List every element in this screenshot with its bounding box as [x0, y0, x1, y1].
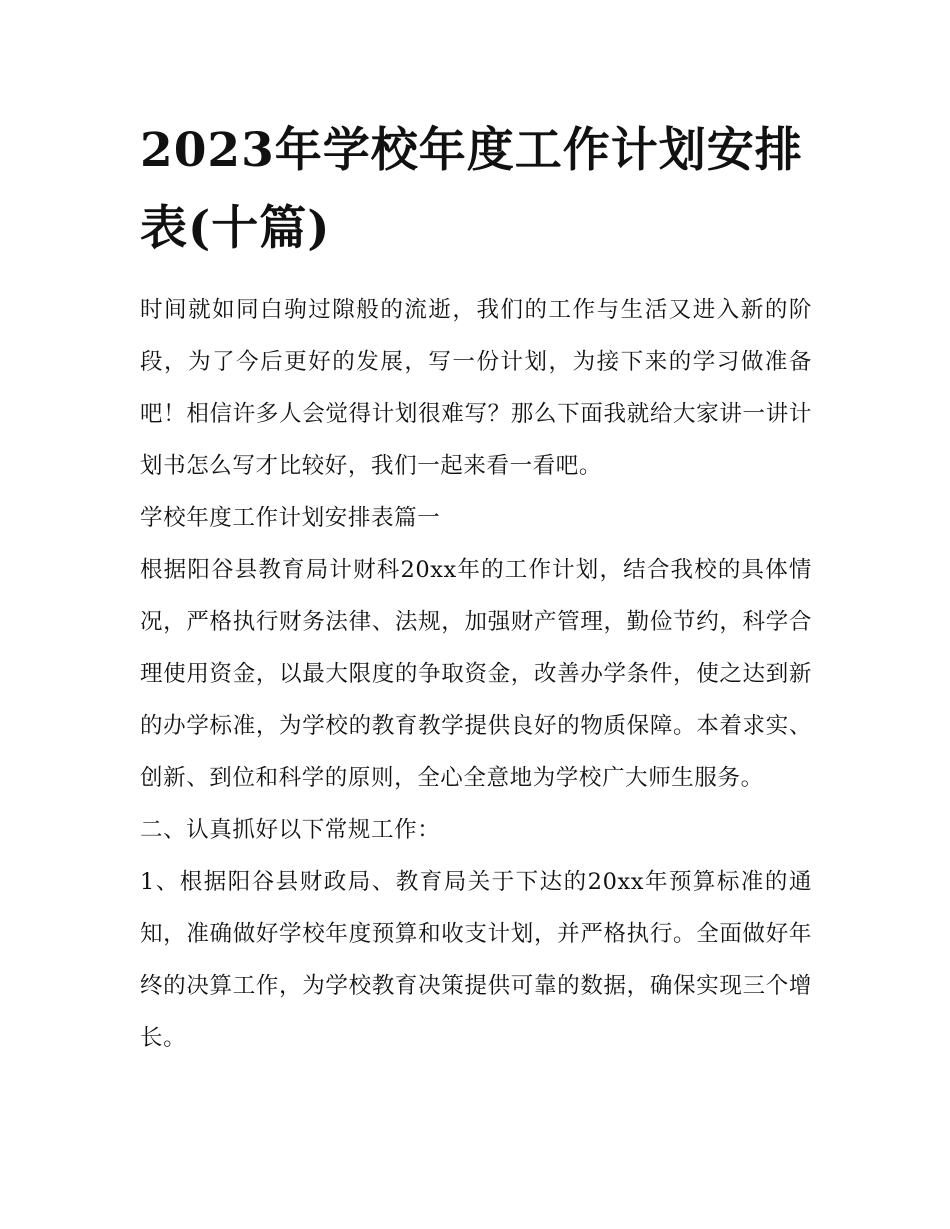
subsection-heading: 二、认真抓好以下常规工作： — [140, 817, 441, 843]
document-page — [140, 112, 812, 1064]
body-paragraph: 根据阳谷县教育局计财科20xx年的工作计划，结合我校的具体情况，严格执行财务法律、法规，加强财产管理，勤俭节约，科学合理使用资金，以最大限度的争取资金，改善办学条件，使之达到新的办学标准，为学校的教育教学提供良好的物质保障。本着求实、创新、到位和科学的原则，全心全意地为学校广大师生服务。 — [140, 557, 812, 791]
list-item-paragraph: 1、根据阳谷县财政局、教育局关于下达的20xx年预算标准的通知，准确做好学校年度预算和收支计划，并严格执行。全面做好年终的决算工作，为学校教育决策提供可靠的数据，确保实现三个增长。 — [140, 869, 812, 1051]
section-heading: 学校年度工作计划安排表篇一 — [140, 505, 441, 531]
document-title: 2023年学校年度工作计划安排表(十篇) — [140, 123, 803, 256]
intro-paragraph: 时间就如同白驹过隙般的流逝，我们的工作与生活又进入新的阶段，为了今后更好的发展，写一份计划，为接下来的学习做准备吧！相信许多人会觉得计划很难写？那么下面我就给大家讲一讲计划书怎么写才比较好，我们一起来看一看吧。 — [140, 297, 812, 479]
